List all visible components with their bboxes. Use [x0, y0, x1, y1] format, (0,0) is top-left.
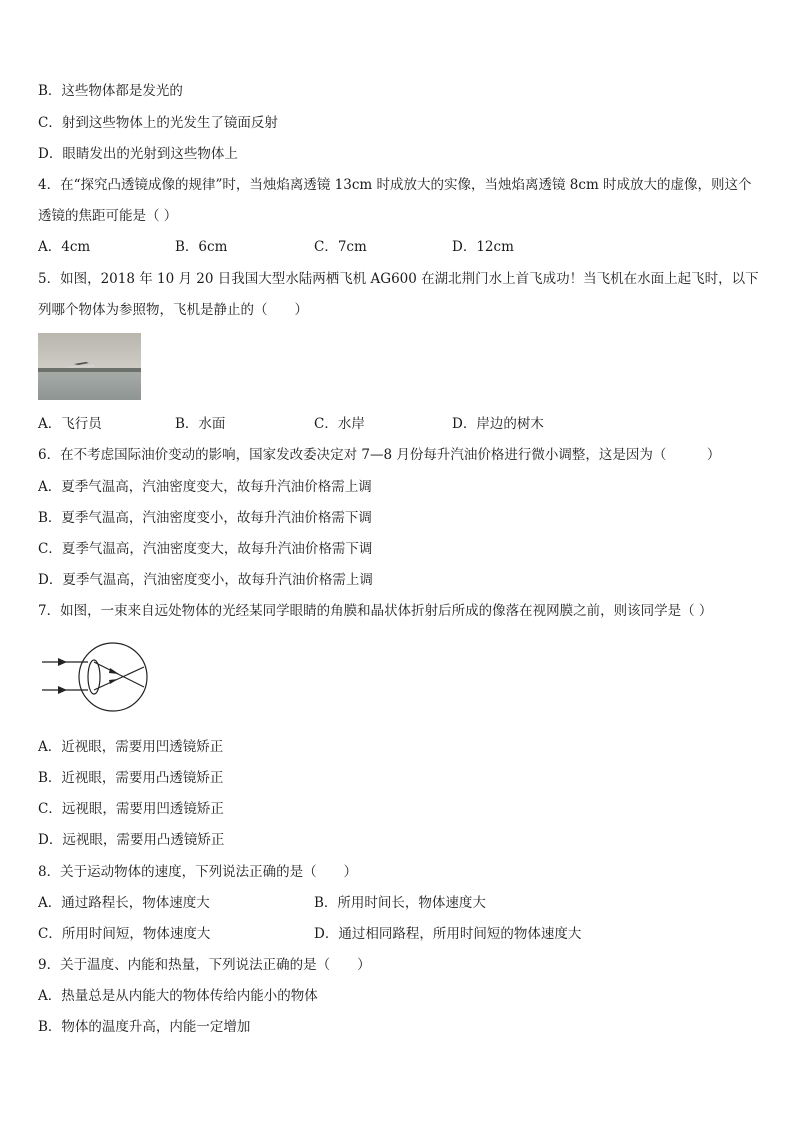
- eye-diagram: [38, 637, 150, 717]
- q5-stem-line2: 列哪个物体为参照物，飞机是静止的（ ）: [38, 302, 308, 318]
- seaplane-photo: [38, 333, 141, 400]
- q9-option-b: B．物体的温度升高，内能一定增加: [38, 1019, 251, 1035]
- seaplane-photo-image: [38, 333, 141, 400]
- q8-option-a: A．通过路程长，物体速度大: [38, 895, 210, 911]
- q6-option-d: D．夏季气温高，汽油密度变小，故每升汽油价格需上调: [38, 572, 373, 588]
- q7-option-a: A．近视眼，需要用凹透镜矫正: [38, 739, 224, 755]
- q6-stem: 6．在不考虑国际油价变动的影响，国家发改委决定对 7—8 月份每升汽油价格进行微小调整，这是因为（ ）: [38, 447, 721, 463]
- q5-option-b: B．水面: [175, 416, 226, 432]
- q4-option-b: B．6cm: [175, 239, 228, 255]
- q4-option-d: D．12cm: [452, 239, 514, 255]
- q5-option-d: D．岸边的树木: [452, 416, 544, 432]
- q9-option-a: A．热量总是从内能大的物体传给内能小的物体: [38, 988, 318, 1004]
- q5-option-c: C．水岸: [314, 416, 365, 432]
- q3-option-d: D．眼睛发出的光射到这些物体上: [38, 146, 238, 162]
- q7-stem: 7．如图，一束来自远处物体的光经某同学眼睛的角膜和晶状体折射后所成的像落在视网膜之前，则该同学是（ ）: [38, 603, 713, 619]
- q4-option-c: C．7cm: [314, 239, 367, 255]
- q8-stem: 8．关于运动物体的速度，下列说法正确的是（ ）: [38, 864, 358, 880]
- q8-option-d: D．通过相同路程，所用时间短的物体速度大: [314, 926, 582, 942]
- eye-diagram-svg: [38, 637, 150, 717]
- q7-option-b: B．近视眼，需要用凸透镜矫正: [38, 770, 224, 786]
- q4-stem-line2: 透镜的焦距可能是（ ）: [38, 208, 178, 224]
- q4-option-a: A．4cm: [38, 239, 91, 255]
- q5-option-a: A．飞行员: [38, 416, 102, 432]
- q7-option-d: D．远视眼，需要用凸透镜矫正: [38, 832, 225, 848]
- q6-option-b: B．夏季气温高，汽油密度变小，故每升汽油价格需下调: [38, 510, 372, 526]
- q3-option-c: C．射到这些物体上的光发生了镜面反射: [38, 115, 278, 131]
- q4-stem-line1: 4．在“探究凸透镜成像的规律”时，当烛焰离透镜 13cm 时成放大的实像，当烛焰离透镜 8cm 时成放大的虚像，则这个: [38, 177, 752, 193]
- q8-option-c: C．所用时间短，物体速度大: [38, 926, 211, 942]
- q6-option-c: C．夏季气温高，汽油密度变大，故每升汽油价格需下调: [38, 541, 373, 557]
- q3-option-b: B．这些物体都是发光的: [38, 83, 183, 99]
- q7-option-c: C．远视眼，需要用凹透镜矫正: [38, 801, 224, 817]
- q9-stem: 9．关于温度、内能和热量，下列说法正确的是（ ）: [38, 957, 371, 973]
- q8-option-b: B．所用时间长，物体速度大: [314, 895, 486, 911]
- q5-stem-line1: 5．如图，2018 年 10 月 20 日我国大型水陆两栖飞机 AG600 在湖北荆门水上首飞成功！当飞机在水面上起飞时，以下: [38, 271, 759, 287]
- q6-option-a: A．夏季气温高，汽油密度变大，故每升汽油价格需上调: [38, 479, 372, 495]
